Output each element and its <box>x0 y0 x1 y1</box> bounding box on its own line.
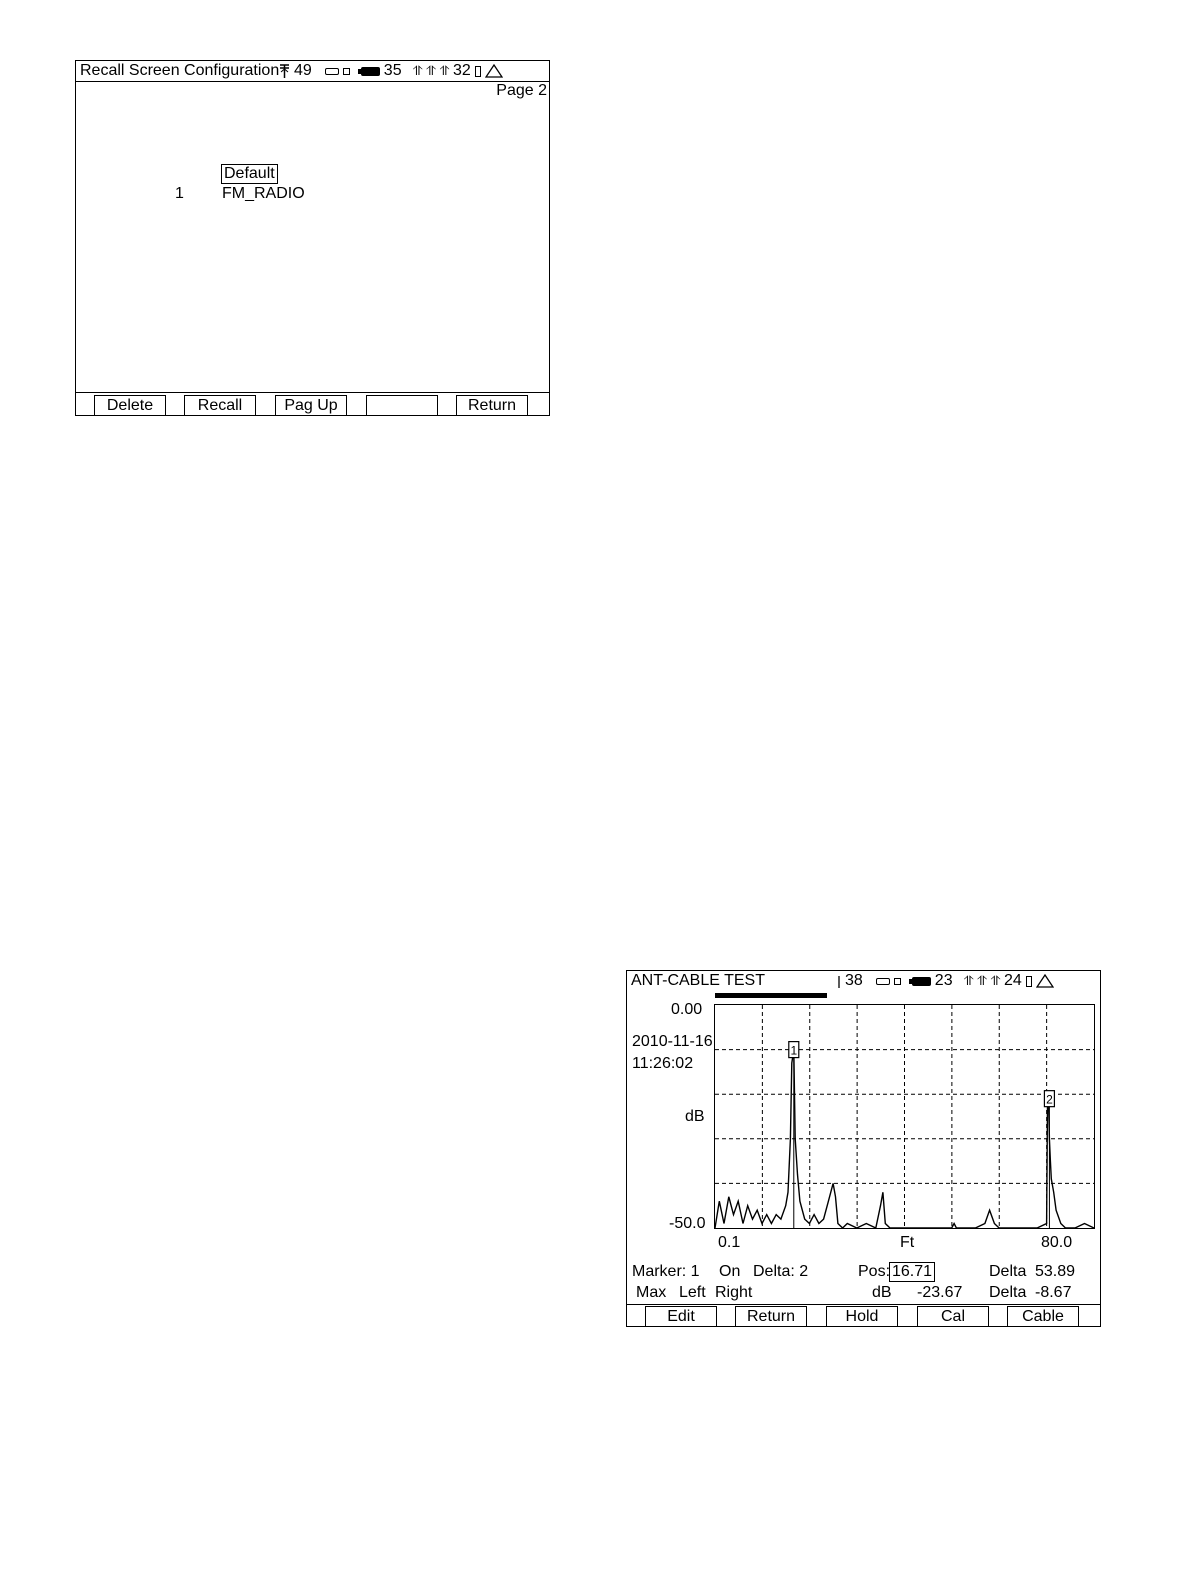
blank-softkey[interactable] <box>366 395 438 415</box>
ant-cable-test-panel <box>626 970 1101 1327</box>
battery-value: 23 <box>934 972 953 989</box>
temp-value: 24 <box>1003 972 1022 989</box>
delta-db-label: Delta <box>989 1284 1027 1301</box>
signal-value: 49 <box>294 62 312 79</box>
temp-mid-icon: ⥣ <box>426 63 436 78</box>
title-bar <box>627 971 1100 991</box>
marker-2[interactable] <box>1044 1091 1054 1228</box>
x-left-label: 0.1 <box>718 1234 741 1251</box>
delta-marker-label[interactable]: Delta: 2 <box>753 1263 809 1280</box>
distance-to-fault-plot[interactable] <box>714 1004 1095 1229</box>
max-label[interactable]: Max <box>636 1284 667 1301</box>
active-tab-underline <box>715 993 827 998</box>
softkey-bar <box>627 1304 1100 1326</box>
y-top-label: 0.00 <box>671 1001 703 1018</box>
return-button[interactable]: Return <box>456 395 528 415</box>
temp-up-icon: ⥣ <box>963 973 974 988</box>
title-bar <box>76 61 549 82</box>
plug-icon <box>876 978 890 985</box>
screen-title: ANT-CABLE TEST <box>631 972 765 989</box>
time-label: 11:26:02 <box>632 1055 694 1072</box>
signal-value: 38 <box>845 972 863 989</box>
plot-svg <box>715 1005 1094 1228</box>
screen-title: Recall Screen Configuration <box>80 62 280 79</box>
battery-icon <box>912 977 931 986</box>
x-unit-label: Ft <box>900 1234 915 1251</box>
pos-label: Pos: <box>858 1263 891 1280</box>
connector-icon <box>894 978 901 985</box>
delta-pos-value: 53.89 <box>1035 1263 1076 1280</box>
left-label[interactable]: Left <box>679 1284 706 1301</box>
antenna-icon <box>279 64 290 78</box>
date-label: 2010-11-16 <box>632 1033 713 1050</box>
config-item-number: 1 <box>175 185 184 202</box>
pos-value-field[interactable]: 16.71 <box>889 1262 935 1282</box>
config-item-default[interactable]: Default <box>221 164 278 184</box>
right-label[interactable]: Right <box>715 1284 753 1301</box>
softkey-bar <box>76 392 549 415</box>
cable-button[interactable]: Cable <box>1007 1306 1079 1326</box>
memory-icon <box>475 66 481 77</box>
cal-button[interactable]: Cal <box>917 1306 989 1326</box>
marker-label: 1 <box>790 1043 798 1058</box>
config-item-fm-radio[interactable]: FM_RADIO <box>222 185 305 202</box>
temp-mid-icon: ⥣ <box>977 973 987 988</box>
db-value: -23.67 <box>917 1284 963 1301</box>
return-button[interactable]: Return <box>735 1306 807 1326</box>
y-unit-label: dB <box>685 1108 705 1125</box>
recall-button[interactable]: Recall <box>184 395 256 415</box>
page-up-button[interactable]: Pag Up <box>275 395 347 415</box>
plug-icon <box>325 68 339 75</box>
db-label: dB <box>872 1284 892 1301</box>
antenna-icon <box>837 974 841 988</box>
temp-low-icon: ⥣ <box>439 63 449 78</box>
delete-button[interactable]: Delete <box>94 395 166 415</box>
delta-pos-label: Delta <box>989 1263 1027 1280</box>
marker-label[interactable]: Marker: 1 <box>632 1263 700 1280</box>
warning-icon <box>1036 974 1054 988</box>
battery-icon <box>361 67 380 76</box>
page-label: Page 2 <box>496 82 547 99</box>
status-bar <box>837 971 1054 991</box>
marker-on-label[interactable]: On <box>719 1263 741 1280</box>
warning-icon <box>485 64 503 78</box>
y-bottom-label: -50.0 <box>669 1215 706 1232</box>
memory-icon <box>1026 976 1032 987</box>
temp-low-icon: ⥣ <box>990 973 1000 988</box>
recall-screen-config-panel <box>75 60 550 416</box>
status-bar <box>279 61 503 81</box>
x-right-label: 80.0 <box>1041 1234 1073 1251</box>
temp-up-icon: ⥣ <box>412 63 423 78</box>
edit-button[interactable]: Edit <box>645 1306 717 1326</box>
delta-db-value: -8.67 <box>1035 1284 1072 1301</box>
battery-value: 35 <box>383 62 402 79</box>
marker-label: 2 <box>1046 1092 1053 1107</box>
connector-icon <box>343 68 350 75</box>
temp-value: 32 <box>452 62 471 79</box>
hold-button[interactable]: Hold <box>826 1306 898 1326</box>
